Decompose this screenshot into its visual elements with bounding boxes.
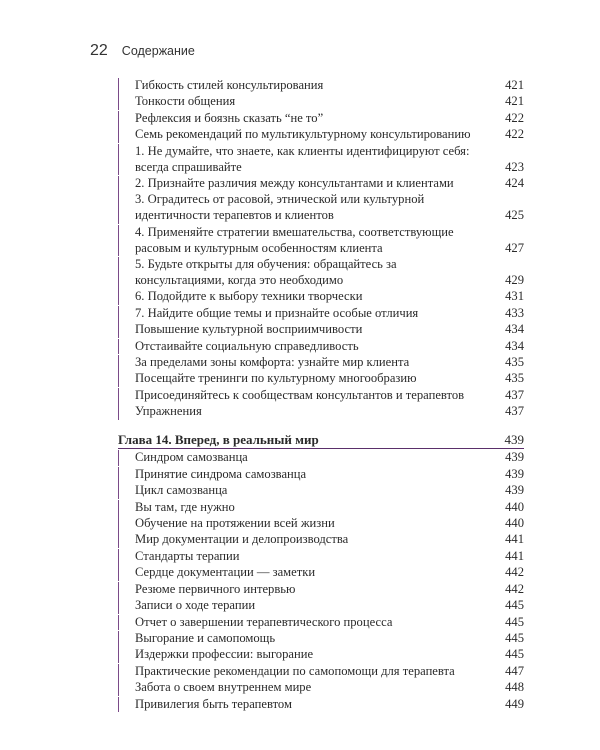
toc-section — [118, 450, 524, 466]
toc-section — [118, 127, 524, 143]
toc-subsection — [118, 647, 524, 663]
toc-entry-page: 449 — [505, 696, 524, 711]
toc-section — [118, 532, 524, 548]
toc-section — [118, 697, 524, 713]
toc-entry-page: 440 — [505, 499, 524, 514]
toc-subsection — [118, 615, 524, 631]
toc-subsection — [118, 565, 524, 581]
toc-subsection — [118, 483, 524, 499]
toc-subsection — [118, 598, 524, 614]
toc-entry-page: 422 — [505, 110, 524, 125]
toc-subsection — [118, 176, 524, 192]
toc-entry-page: 442 — [505, 565, 524, 580]
toc-entry-page: 439 — [505, 466, 524, 481]
toc-entry-title: Принятие синдрома самозванца — [135, 466, 307, 481]
toc-entry-page: 433 — [505, 305, 524, 320]
toc-entry-page: 421 — [505, 78, 524, 92]
toc-entry-title: 2. Признайте различия между консультантами и клиентами — [135, 175, 454, 190]
toc-entry-page: 422 — [505, 127, 524, 142]
toc-entry-title: Отчет о завершении терапевтического процесса — [135, 614, 393, 629]
toc-entry-page: 440 — [505, 516, 524, 531]
toc-entry-page: 435 — [505, 371, 524, 386]
toc-entry-title: Тонкости общения — [135, 94, 236, 109]
table-of-contents — [118, 78, 524, 713]
toc-section — [118, 404, 524, 420]
toc-subsection — [118, 680, 524, 696]
toc-entry-title: Синдром самозванца — [135, 450, 248, 465]
toc-entry-page: 425 — [505, 208, 524, 223]
toc-entry-page: 434 — [505, 338, 524, 353]
toc-entry-page: 421 — [505, 94, 524, 109]
toc-entry-page: 427 — [505, 240, 524, 255]
toc-subsection — [118, 388, 524, 404]
toc-chapter-heading — [118, 432, 524, 448]
toc-entry-title: Выгорание и самопомощь — [135, 630, 276, 645]
toc-entry-page: 445 — [505, 630, 524, 645]
toc-entry-title: Присоединяйтесь к сообществам консультантов и терапевтов — [135, 387, 465, 402]
toc-subsection — [118, 225, 524, 257]
toc-entry-page: 429 — [505, 272, 524, 287]
toc-subsection — [118, 339, 524, 355]
toc-entry-title: Цикл самозванца — [135, 483, 228, 498]
page-number: 22 — [90, 42, 108, 59]
chapter-divider — [118, 448, 524, 449]
toc-entry-title: 4. Применяйте стратегии вмешательства, соответствующие расовым и культурным особенностям клиента — [135, 224, 454, 255]
toc-entry-page: 448 — [505, 680, 524, 695]
toc-entry-title: Повышение культурной восприимчивости — [135, 322, 363, 337]
page-header — [90, 42, 195, 60]
toc-entry-title: Глава 14. Вперед, в реальный мир — [118, 432, 319, 448]
toc-entry-page: 437 — [505, 404, 524, 419]
toc-entry-title: Привилегия быть терапевтом — [135, 696, 292, 711]
toc-entry-page: 445 — [505, 598, 524, 613]
toc-entry-title: Забота о своем внутреннем мире — [135, 680, 312, 695]
toc-entry-page: 439 — [505, 483, 524, 498]
toc-subsection — [118, 582, 524, 598]
toc-entry-title: Упражнения — [135, 404, 202, 419]
toc-entry-page: 439 — [505, 450, 524, 465]
toc-entry-page: 437 — [505, 387, 524, 402]
toc-section — [118, 322, 524, 338]
toc-subsection — [118, 306, 524, 322]
toc-subsection — [118, 94, 524, 110]
toc-entry-title: Издержки профессии: выгорание — [135, 647, 314, 662]
toc-entry-page: 441 — [505, 548, 524, 563]
toc-entry-title: Рефлексия и боязнь сказать “не то” — [135, 110, 324, 125]
toc-entry-page: 441 — [505, 532, 524, 547]
toc-entry-page: 447 — [505, 663, 524, 678]
toc-entry-title: Резюме первичного интервью — [135, 581, 296, 596]
toc-entry-page: 445 — [505, 614, 524, 629]
toc-subsection — [118, 192, 524, 224]
toc-subsection — [118, 289, 524, 305]
toc-entry-title: 1. Не думайте, что знаете, как клиенты идентифицируют себя: всегда спрашивайте — [135, 143, 470, 174]
toc-subsection — [118, 257, 524, 289]
toc-entry-title: Обучение на протяжении всей жизни — [135, 516, 335, 531]
toc-entry-title: 3. Оградитесь от расовой, этнической или культурной идентичности терапевтов и клиентов — [135, 192, 425, 223]
toc-entry-page: 423 — [505, 159, 524, 174]
toc-entry-title: Гибкость стилей консультирования — [135, 78, 324, 92]
toc-entry-title: 5. Будьте открыты для обучения: обращайтесь за консультациями, когда это необходимо — [135, 256, 397, 287]
toc-subsection — [118, 664, 524, 680]
toc-entry-page: 424 — [505, 175, 524, 190]
toc-subsection — [118, 144, 524, 176]
toc-entry-page: 442 — [505, 581, 524, 596]
toc-section — [118, 631, 524, 647]
toc-entry-title: За пределами зоны комфорта: узнайте мир клиента — [135, 354, 410, 369]
toc-entry-page: 445 — [505, 647, 524, 662]
toc-entry-title: 6. Подойдите к выбору техники творчески — [135, 289, 363, 304]
toc-entry-title: Мир документации и делопроизводства — [135, 532, 349, 547]
toc-entry-title: Семь рекомендаций по мультикультурному консультированию — [135, 127, 471, 142]
toc-subsection — [118, 78, 524, 94]
toc-entry-title: Стандарты терапии — [135, 548, 240, 563]
running-title: Содержание — [121, 44, 195, 58]
toc-entry-title: Сердце документации — заметки — [135, 565, 316, 580]
toc-entry-page: 439 — [504, 432, 524, 448]
toc-entry-title: Записи о ходе терапии — [135, 598, 256, 613]
toc-entry-page: 435 — [505, 354, 524, 369]
toc-subsection — [118, 516, 524, 532]
toc-entry-page: 434 — [505, 322, 524, 337]
toc-subsection — [118, 111, 524, 127]
toc-subsection — [118, 371, 524, 387]
toc-subsection — [118, 355, 524, 371]
toc-entry-page: 431 — [505, 289, 524, 304]
toc-entry-title: Посещайте тренинги по культурному многообразию — [135, 371, 417, 386]
toc-entry-title: Отстаивайте социальную справедливость — [135, 338, 359, 353]
toc-subsection — [118, 500, 524, 516]
toc-subsection — [118, 549, 524, 565]
toc-entry-title: Вы там, где нужно — [135, 499, 235, 514]
toc-entry-title: 7. Найдите общие темы и признайте особые отличия — [135, 305, 419, 320]
toc-subsection — [118, 467, 524, 483]
toc-entry-title: Практические рекомендации по самопомощи для терапевта — [135, 663, 455, 678]
